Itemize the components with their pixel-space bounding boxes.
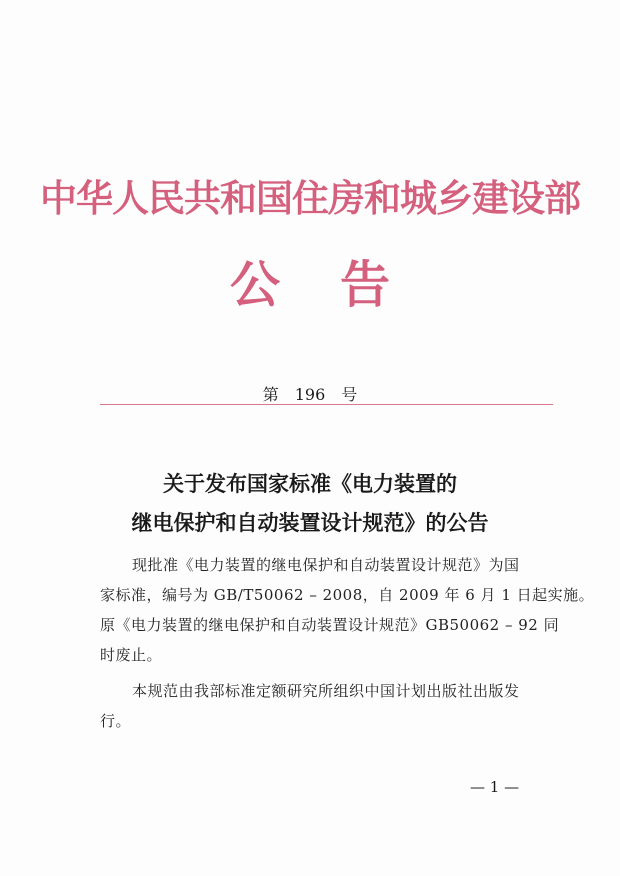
body-paragraph-2: [100, 676, 555, 736]
number-prefix: 第: [262, 385, 279, 404]
number-value: 196: [294, 385, 326, 404]
issuer-heading: 中华人民共和国住房和城乡建设部: [40, 176, 580, 220]
paragraph-line: 行。: [100, 712, 132, 730]
page-number: — 1 —: [470, 778, 520, 796]
paragraph-line: 现批准《电力装置的继电保护和自动装置设计规范》为国: [132, 556, 520, 574]
paragraph-line: 本规范由我部标准定额研究所组织中国计划出版社出版发: [132, 682, 520, 700]
body-paragraph-1: [100, 550, 595, 670]
paragraph-line: 原《电力装置的继电保护和自动装置设计规范》GB50062 – 92 同: [100, 616, 560, 634]
announcement-number: [0, 382, 620, 405]
header-divider-rule: [100, 404, 553, 405]
document-kind-heading: 公告: [230, 255, 450, 314]
title-line-1: 关于发布国家标准《电力装置的: [163, 471, 457, 496]
paragraph-line: 时废止。: [100, 646, 163, 664]
title-line-2: 继电保护和自动装置设计规范》的公告: [131, 510, 489, 535]
number-suffix: 号: [341, 385, 358, 404]
paragraph-line: 家标准，编号为 GB/T50062 – 2008，自 2009 年 6 月 1 日起实施。: [100, 586, 595, 604]
